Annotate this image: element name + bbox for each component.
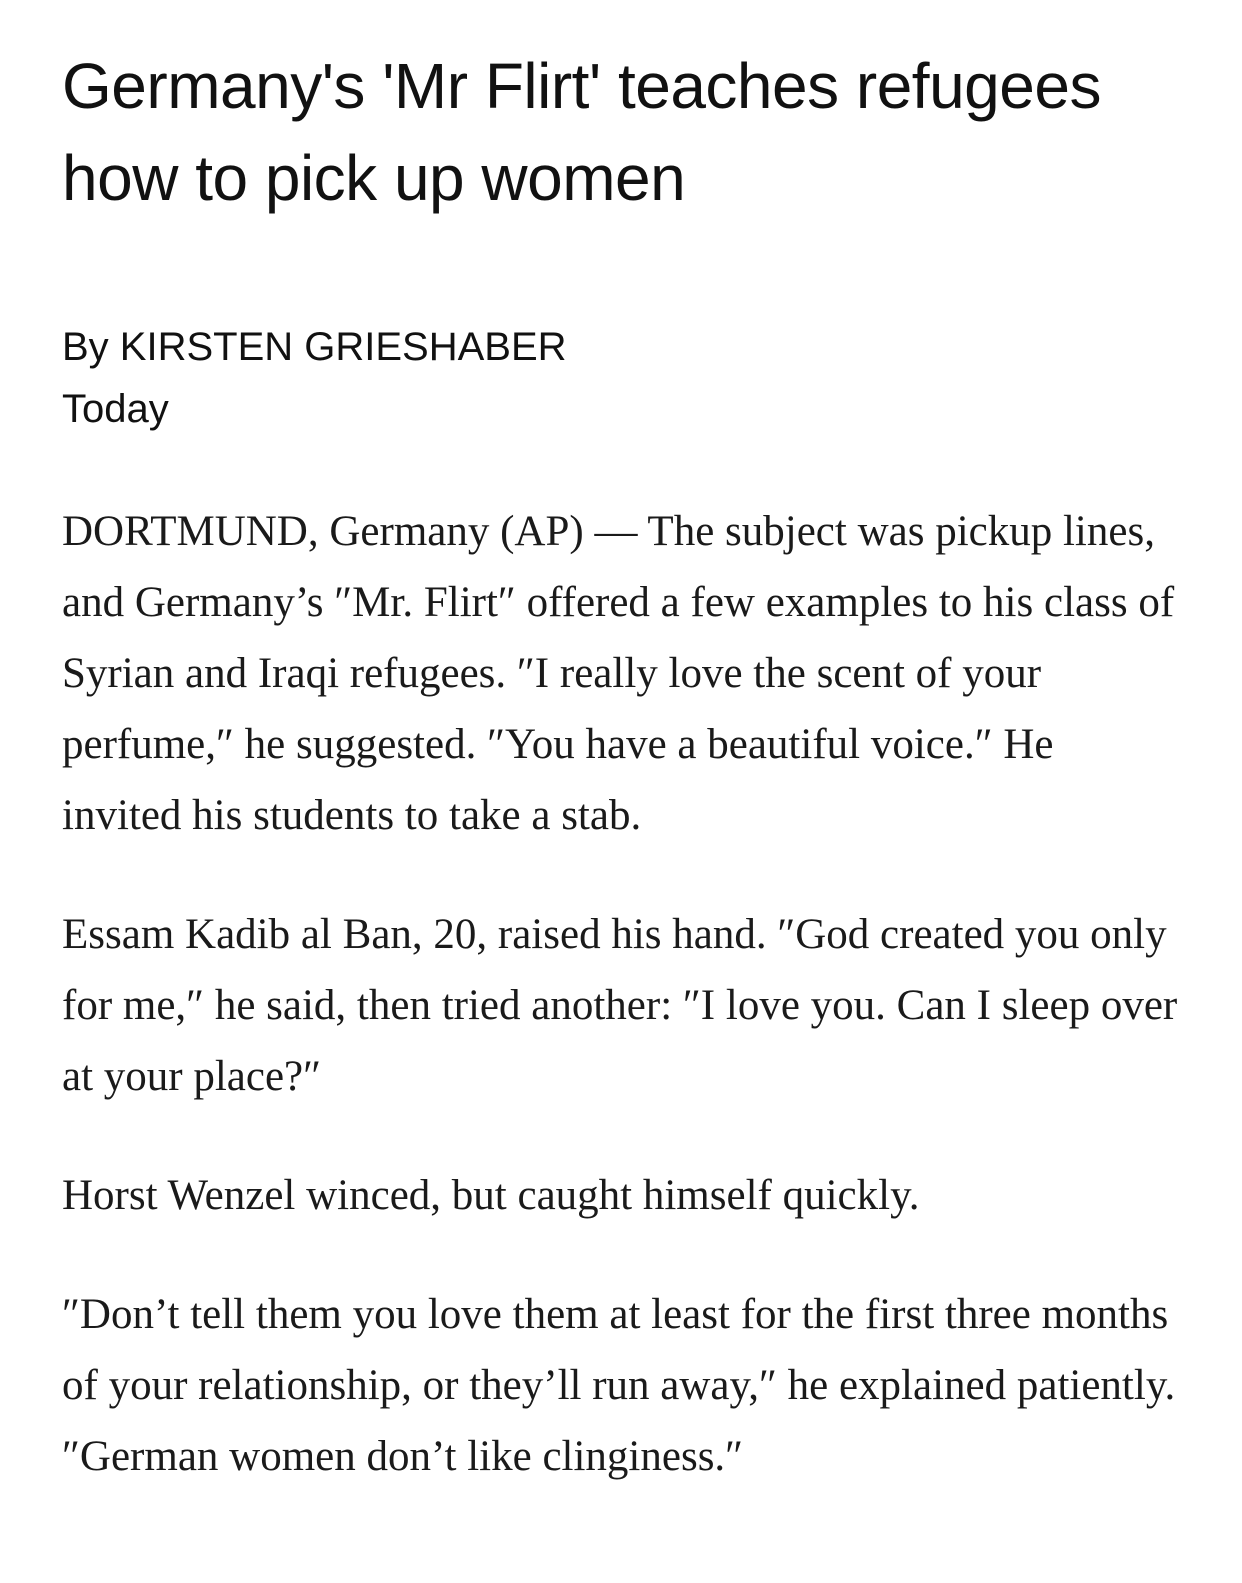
article-body	[62, 496, 1180, 1492]
byline-block	[62, 316, 1180, 440]
paragraph-4: ″Don’t tell them you love them at least for the first three months of your relationship, or they’ll run away,″ he explained patiently. ″German women don’t like clinginess.″	[62, 1291, 1176, 1480]
author-byline: By KIRSTEN GRIESHABER	[62, 325, 567, 369]
paragraph-3: Horst Wenzel winced, but caught himself quickly.	[62, 1172, 920, 1219]
paragraph-1: DORTMUND, Germany (AP) — The subject was pickup lines, and Germany’s ″Mr. Flirt″ offered a few examples to his class of Syrian and Iraqi refugees. ″I really love the scent of your perfume,″ he suggested. ″You have a beautiful voice.″ He invited his students to take a stab.	[62, 508, 1175, 839]
headline: Germany's 'Mr Flirt' teaches refugees how to pick up women	[62, 50, 1101, 214]
publish-date: Today	[62, 387, 169, 431]
paragraph-2: Essam Kadib al Ban, 20, raised his hand. ″God created you only for me,″ he said, then tried another: ″I love you. Can I sleep over at your place?″	[62, 911, 1178, 1100]
